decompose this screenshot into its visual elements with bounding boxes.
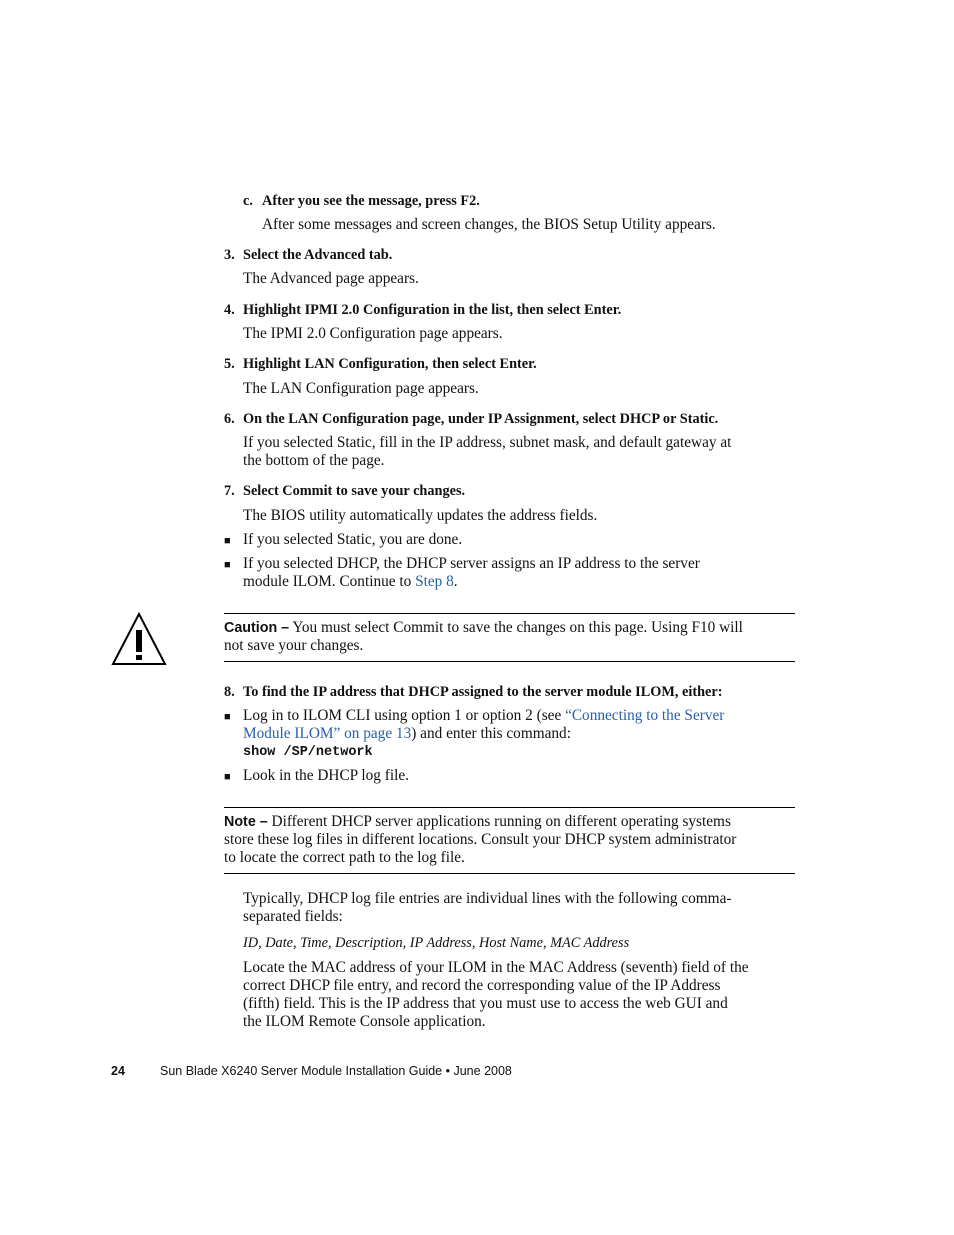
note-top-rule	[224, 807, 795, 808]
note-bottom-rule	[224, 873, 795, 874]
note-line2: store these log files in different locations. Consult your DHCP system administrator	[224, 831, 737, 848]
fields-list: ID, Date, Time, Description, IP Address, Host Name, MAC Address	[243, 935, 630, 951]
para2-line3: (fifth) field. This is the IP address that you must use to access the web GUI and	[243, 995, 728, 1012]
footer-text	[160, 1064, 512, 1078]
caution-line2: not save your changes.	[224, 637, 364, 654]
command-code: show /SP/network	[243, 745, 373, 760]
step-8-link[interactable]: Step 8	[415, 573, 454, 590]
step-7-title: Select Commit to save your changes.	[243, 483, 466, 499]
step-4-number: 4.	[224, 302, 235, 318]
page-number: 24	[111, 1064, 125, 1078]
footer-title: Sun Blade X6240 Server Module Installation Guide	[160, 1064, 443, 1078]
step-6-body-line1: If you selected Static, fill in the IP address, subnet mask, and default gateway at	[243, 434, 732, 451]
step-3-body: The Advanced page appears.	[243, 270, 419, 287]
square-bullet-icon: ■	[224, 771, 231, 783]
step-7-bullet-2-period: .	[453, 573, 458, 590]
footer-sep: •	[445, 1064, 450, 1078]
note-label: Note –	[224, 814, 268, 830]
para2-line1: Locate the MAC address of your ILOM in the MAC Address (seventh) field of the	[243, 959, 749, 976]
connecting-link-part2[interactable]: Module ILOM” on page 13	[243, 725, 412, 742]
step-7-bullet-2-line1: If you selected DHCP, the DHCP server assigns an IP address to the server	[243, 555, 700, 572]
step-c-body: After some messages and screen changes, the BIOS Setup Utility appears.	[262, 216, 716, 233]
square-bullet-icon: ■	[224, 559, 231, 571]
square-bullet-icon: ■	[224, 535, 231, 547]
step-4-body: The IPMI 2.0 Configuration page appears.	[243, 325, 503, 342]
note-text: Different DHCP server applications running on different operating systems	[267, 813, 731, 830]
step-8-number: 8.	[224, 684, 235, 700]
para1-line2: separated fields:	[243, 908, 343, 925]
step-3-number: 3.	[224, 247, 235, 263]
step-6-body-line2: the bottom of the page.	[243, 452, 385, 469]
step-5-number: 5.	[224, 356, 235, 372]
caution-label: Caution –	[224, 620, 290, 636]
square-bullet-icon: ■	[224, 711, 231, 723]
step-8-title: To find the IP address that DHCP assigned to the server module ILOM, either:	[243, 684, 723, 700]
caution-top-rule	[224, 613, 795, 614]
step-5-body: The LAN Configuration page appears.	[243, 380, 479, 397]
step-4-title: Highlight IPMI 2.0 Configuration in the list, then select Enter.	[243, 302, 622, 318]
connecting-link-part1[interactable]: “Connecting to the Server	[565, 707, 725, 724]
step-c-title: After you see the message, press F2.	[262, 193, 480, 209]
step-5-title: Highlight LAN Configuration, then select Enter.	[243, 356, 537, 372]
step-c-number: c.	[243, 193, 253, 209]
step-8-bullet-1-line2	[243, 725, 571, 743]
step-8-bullet-2: Look in the DHCP log file.	[243, 767, 409, 784]
note-line1	[224, 813, 731, 831]
step-7-number: 7.	[224, 483, 235, 499]
footer-date: June 2008	[453, 1064, 512, 1078]
caution-line1	[224, 619, 743, 637]
step-8-bullet-1-text: Log in to ILOM CLI using option 1 or option 2 (see	[243, 707, 566, 724]
caution-bottom-rule	[224, 661, 795, 662]
para2-line4: the ILOM Remote Console application.	[243, 1013, 486, 1030]
step-3-title: Select the Advanced tab.	[243, 247, 393, 263]
step-6-title: On the LAN Configuration page, under IP Assignment, select DHCP or Static.	[243, 411, 719, 427]
para1-line1: Typically, DHCP log file entries are individual lines with the following comma-	[243, 890, 732, 907]
step-8-bullet-1-text-2: ) and enter this command:	[411, 725, 571, 742]
step-7-body: The BIOS utility automatically updates the address fields.	[243, 507, 598, 524]
step-7-bullet-2-line2	[243, 573, 458, 591]
caution-text: You must select Commit to save the changes on this page. Using F10 will	[289, 619, 743, 636]
step-7-bullet-2-text: module ILOM. Continue to	[243, 573, 416, 590]
caution-triangle-icon	[111, 612, 167, 666]
step-7-bullet-1: If you selected Static, you are done.	[243, 531, 463, 548]
step-8-bullet-1-line1	[243, 707, 724, 725]
step-6-number: 6.	[224, 411, 235, 427]
para2-line2: correct DHCP file entry, and record the corresponding value of the IP Address	[243, 977, 721, 994]
note-line3: to locate the correct path to the log file.	[224, 849, 465, 866]
